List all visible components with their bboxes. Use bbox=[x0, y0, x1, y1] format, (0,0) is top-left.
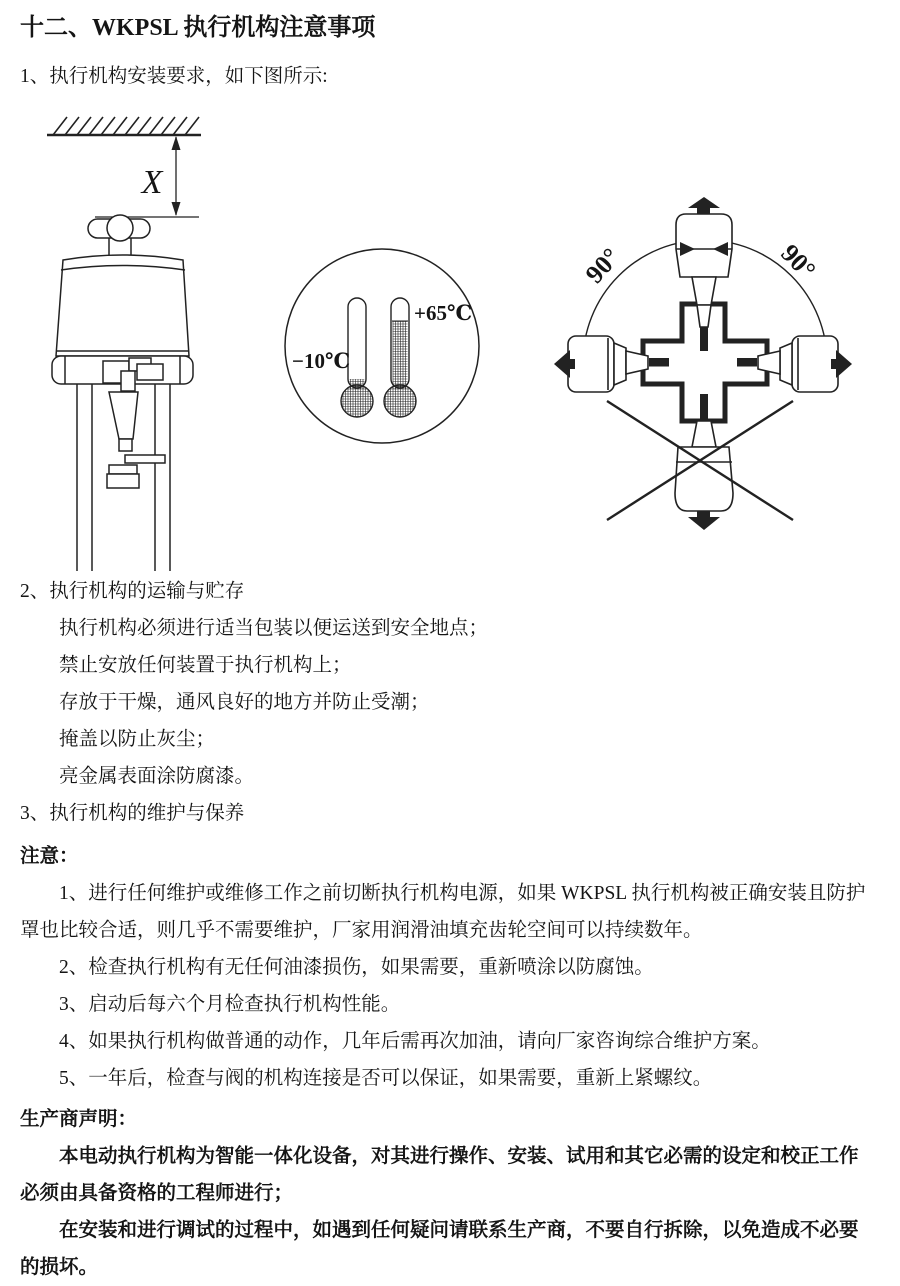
manufacturer-paragraph: 本电动执行机构为智能一体化设备，对其进行操作、安装、试用和其它必需的设定和校正工作必须由具备资格的工程师进行； bbox=[20, 1146, 859, 1204]
notice-item: 2、检查执行机构有无任何油漆损伤，如果需要，重新喷涂以防腐蚀。 bbox=[59, 957, 654, 978]
notice-item: 1、进行任何维护或维修工作之前切断执行机构电源，如果 WKPSL 执行机构被正确安装且防护罩也比较合适，则几乎不需要维护，厂家用润滑油填充齿轮空间可以持续数年。 bbox=[20, 883, 866, 941]
notice-label: 注意： bbox=[20, 846, 79, 867]
notice-item: 5、一年后，检查与阀的机构连接是否可以保证，如果需要，重新上紧螺纹。 bbox=[59, 1068, 713, 1089]
temp-max-label: +65℃ bbox=[414, 301, 473, 325]
section2-item: 掩盖以防止灰尘； bbox=[59, 729, 216, 750]
section3-heading: 3、执行机构的维护与保养 bbox=[20, 803, 245, 824]
temperature-circle-border bbox=[285, 249, 479, 443]
page-title: 十二、WKPSL 执行机构注意事项 bbox=[20, 15, 376, 41]
figure-temperature-range bbox=[278, 244, 488, 450]
section2-item: 亮金属表面涂防腐漆。 bbox=[59, 766, 255, 787]
manufacturer-label: 生产商声明： bbox=[20, 1109, 138, 1130]
section2-item: 存放于干燥，通风良好的地方并防止受潮； bbox=[59, 692, 430, 713]
angle-label-left: 90° bbox=[579, 242, 626, 289]
angle-label-right: 90° bbox=[775, 238, 822, 285]
temp-min-label: −10℃ bbox=[292, 349, 351, 373]
notice-item: 3、启动后每六个月检查执行机构性能。 bbox=[59, 994, 401, 1015]
notice-item: 4、如果执行机构做普通的动作，几年后需再次加油，请向厂家咨询综合维护方案。 bbox=[59, 1031, 771, 1052]
section2-item: 执行机构必须进行适当包装以便运送到安全地点； bbox=[59, 618, 489, 639]
manufacturer-paragraph: 在安装和进行调试的过程中，如遇到任何疑问请联系生产商，不要自行拆除，以免造成不必要的损坏。 bbox=[20, 1220, 859, 1278]
figure-orientation-limits bbox=[545, 196, 885, 552]
figure-mounting-clearance bbox=[25, 109, 255, 579]
section2-item: 禁止安放任何装置于执行机构上； bbox=[59, 655, 352, 676]
section1-heading: 1、执行机构安装要求，如下图所示: bbox=[20, 66, 328, 87]
figure-row bbox=[20, 107, 875, 573]
ceiling-hatch-icon bbox=[47, 117, 201, 135]
dimension-label: X bbox=[141, 164, 163, 201]
section2-heading: 2、执行机构的运输与贮存 bbox=[20, 581, 245, 602]
actuator-drawing bbox=[52, 215, 193, 571]
